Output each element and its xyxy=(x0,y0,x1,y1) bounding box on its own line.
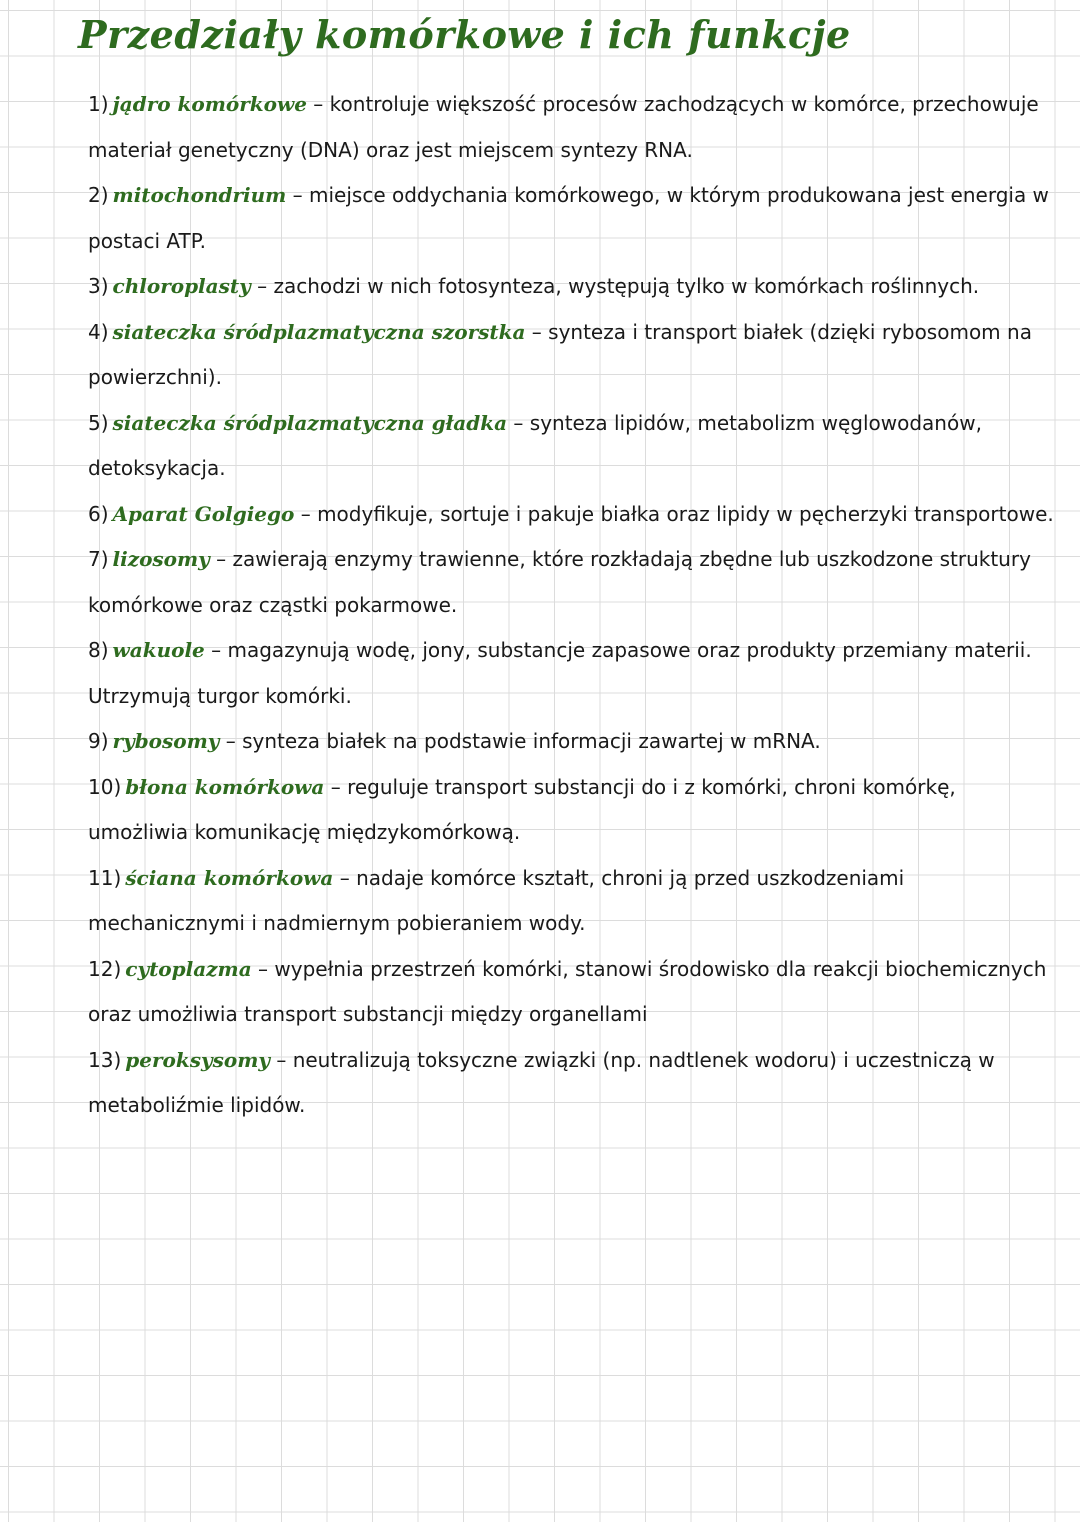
item-description: synteza lipidów, metabolizm węglowodanów, detoksykacja. xyxy=(88,410,982,480)
list-item xyxy=(88,401,1058,492)
item-dash: – xyxy=(269,1047,293,1072)
list-item xyxy=(88,264,1058,310)
list-item xyxy=(88,173,1058,264)
list-item xyxy=(88,719,1058,765)
item-dash: – xyxy=(507,410,530,435)
list-item xyxy=(88,765,1058,856)
item-dash: – xyxy=(286,183,310,207)
item-dash: – xyxy=(209,547,233,571)
item-dash: – xyxy=(525,319,549,344)
item-description: synteza i transport białek (dzięki rybosomom na powierzchni). xyxy=(88,319,1032,389)
item-description: synteza białek na podstawie informacji zawartej w mRNA. xyxy=(242,729,821,753)
item-description: magazynują wodę, jony, substancje zapasowe oraz produkty przemiany materii. Utrzymują turgor komórki. xyxy=(88,638,1032,708)
list-item xyxy=(88,492,1058,538)
item-description: zawierają enzymy trawienne, które rozkładają zbędne lub uszkodzone struktury komórkowe oraz cząstki pokarmowe. xyxy=(88,547,1031,617)
item-dash: – xyxy=(333,865,357,890)
list-item xyxy=(88,947,1058,1038)
item-number: 12) xyxy=(88,956,122,981)
item-number: 5) xyxy=(88,410,109,435)
item-number: 13) xyxy=(88,1047,122,1072)
item-description: miejsce oddychania komórkowego, w którym produkowana jest energia w postaci ATP. xyxy=(88,183,1049,253)
item-term: Aparat Golgiego xyxy=(112,501,295,526)
item-dash: – xyxy=(250,274,274,298)
list-item xyxy=(88,1038,1058,1129)
item-description: nadaje komórce kształt, chroni ją przed uszkodzeniami mechanicznymi i nadmiernym pobieraniem wody. xyxy=(88,865,905,935)
item-term: siateczka śródplazmatyczna szorstka xyxy=(112,319,526,344)
item-dash: – xyxy=(204,638,228,662)
list-item xyxy=(88,537,1058,628)
item-term: peroksysomy xyxy=(125,1047,270,1072)
item-term: cytoplazma xyxy=(125,956,252,981)
item-term: błona komórkowa xyxy=(125,774,325,799)
item-description: wypełnia przestrzeń komórki, stanowi środowisko dla reakcji biochemicznych oraz umożliwia transport substancji między organellami xyxy=(88,956,1047,1026)
item-term: jądro komórkowe xyxy=(112,92,307,116)
item-dash: – xyxy=(306,92,330,116)
item-term: mitochondrium xyxy=(112,183,287,207)
item-dash: – xyxy=(324,774,348,799)
item-number: 11) xyxy=(88,865,122,890)
item-number: 4) xyxy=(88,319,109,344)
item-dash: – xyxy=(251,956,275,981)
item-term: ściana komórkowa xyxy=(125,865,334,890)
item-number: 10) xyxy=(88,774,122,799)
item-term: chloroplasty xyxy=(112,274,251,298)
list-item xyxy=(88,856,1058,947)
item-number: 1) xyxy=(88,92,109,116)
item-number: 9) xyxy=(88,729,109,753)
list-item xyxy=(88,628,1058,719)
item-description: neutralizują toksyczne związki (np. nadtlenek wodoru) i uczestniczą w metaboliźmie lipidów. xyxy=(88,1047,995,1117)
page-title: Przedziały komórkowe i ich funkcje xyxy=(78,12,851,57)
item-dash: – xyxy=(219,729,243,753)
item-term: siateczka śródplazmatyczna gładka xyxy=(112,410,508,435)
organelle-list xyxy=(88,82,1058,1129)
item-description: kontroluje większość procesów zachodzących w komórce, przechowuje materiał genetyczny (DNA) oraz jest miejscem syntezy RNA. xyxy=(88,92,1039,162)
item-description: modyfikuje, sortuje i pakuje białka oraz lipidy w pęcherzyki transportowe. xyxy=(317,501,1054,526)
item-description: zachodzi w nich fotosynteza, występują tylko w komórkach roślinnych. xyxy=(273,274,980,298)
list-item xyxy=(88,310,1058,401)
item-number: 3) xyxy=(88,274,109,298)
item-description: reguluje transport substancji do i z komórki, chroni komórkę, umożliwia komunikację międzykomórkową. xyxy=(88,774,956,844)
item-term: lizosomy xyxy=(112,547,210,571)
item-term: wakuole xyxy=(112,638,205,662)
list-item xyxy=(88,82,1058,173)
item-term: rybosomy xyxy=(112,729,220,753)
item-number: 8) xyxy=(88,638,109,662)
item-dash: – xyxy=(294,501,318,526)
item-number: 7) xyxy=(88,547,109,571)
item-number: 2) xyxy=(88,183,109,207)
item-number: 6) xyxy=(88,501,109,526)
